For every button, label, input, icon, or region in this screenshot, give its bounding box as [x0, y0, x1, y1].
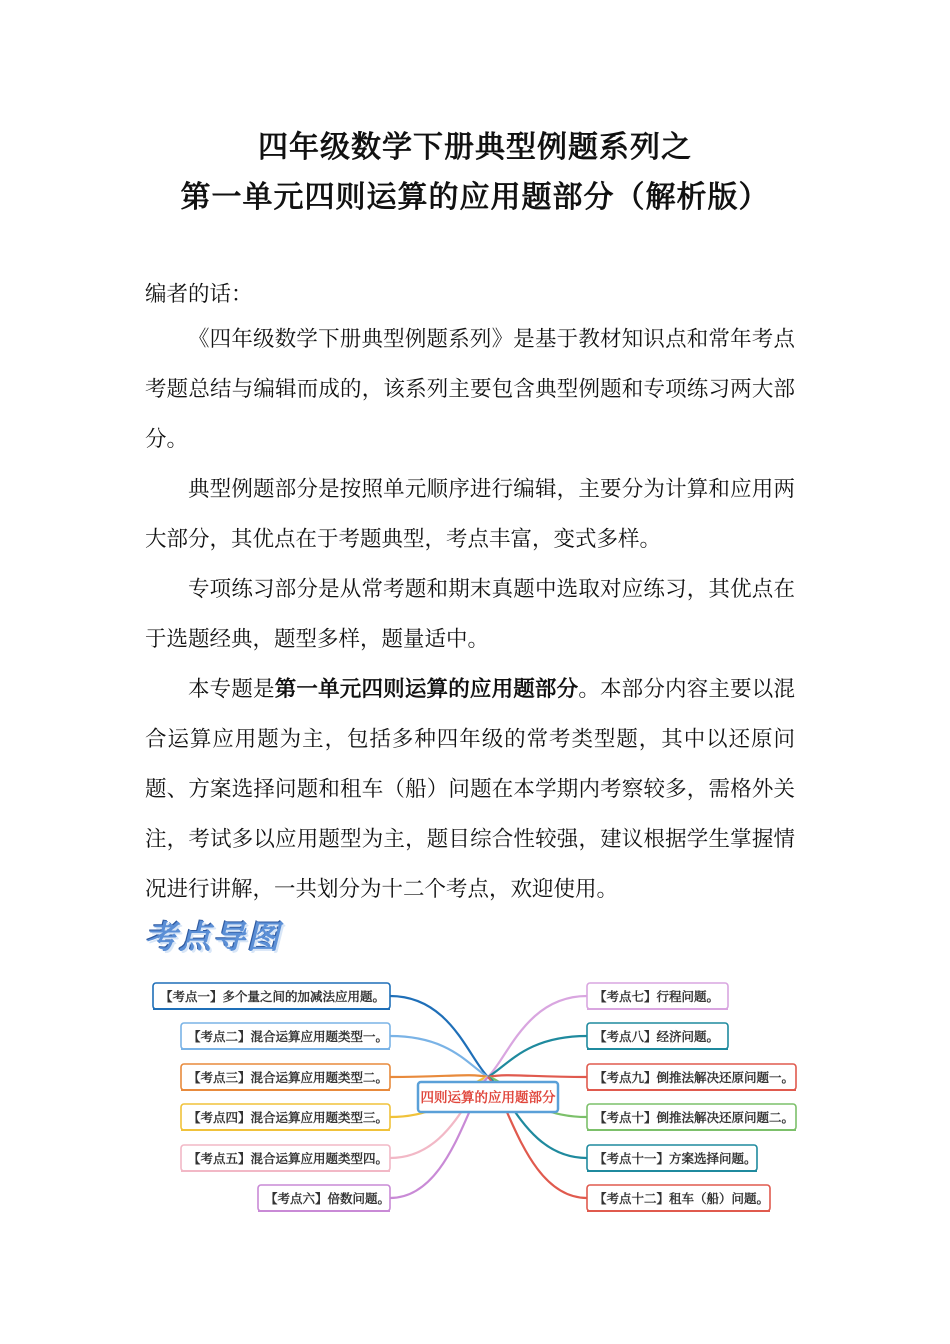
title-line-2: 第一单元四则运算的应用题部分（解析版）	[180, 180, 770, 215]
mindmap-connector-left	[390, 1075, 488, 1077]
paragraph-series-intro: 《四年级数学下册典型例题系列》是基于教材知识点和常年考点考题总结与编辑而成的，该系列主要包含典型例题和专项练习两大部分。	[145, 327, 795, 452]
topic-prefix: 本专题是	[188, 677, 275, 702]
mindmap-heading: 考点导图	[145, 918, 282, 956]
mindmap-node-label: 【考点三】混合运算应用题类型二。	[188, 1070, 389, 1085]
mindmap-node-label: 【考点一】多个量之间的加减法应用题。	[160, 989, 386, 1004]
mindmap-node-label: 【考点四】混合运算应用题类型三。	[188, 1110, 389, 1125]
mindmap-node-label: 【考点九】倒推法解决还原问题一。	[594, 1070, 795, 1085]
topic-bold: 第一单元四则运算的应用题部分	[274, 677, 579, 702]
mindmap-node-label: 【考点二】混合运算应用题类型一。	[188, 1029, 389, 1044]
mindmap-node-label: 【考点十一】方案选择问题。	[594, 1151, 757, 1166]
topic-suffix: 。本部分内容主要以混合运算应用题为主，包括多种四年级的常考类型题，其中以还原问题、方案选择问题和租车（船）问题在本学期内考察较多，需格外关注，考试多以应用题型为主，题目综合性较强，建议根据学生掌握情况进行讲解，一共划分为十二个考点，欢迎使用。	[145, 677, 795, 902]
mindmap-node-label: 【考点五】混合运算应用题类型四。	[188, 1151, 389, 1166]
mindmap-connector-right	[488, 1075, 587, 1077]
paragraph-examples: 典型例题部分是按照单元顺序进行编辑，主要分为计算和应用两大部分，其优点在于考题典型，考点丰富，变式多样。	[145, 477, 795, 552]
mindmap-node-label: 【考点十】倒推法解决还原问题二。	[594, 1110, 795, 1125]
mindmap-node-label: 【考点八】经济问题。	[594, 1029, 720, 1044]
mindmap-node-label: 【考点六】倍数问题。	[265, 1191, 391, 1206]
mindmap-node-label: 【考点七】行程问题。	[594, 989, 720, 1004]
paragraph-practice: 专项练习部分是从常考题和期末真题中选取对应练习，其优点在于选题经典，题型多样，题量适中。	[145, 577, 795, 652]
mindmap-center-label: 四则运算的应用题部分	[420, 1090, 556, 1106]
editor-note-label: 编者的话：	[145, 282, 253, 307]
mindmap-node-label: 【考点十二】租车（船）问题。	[594, 1191, 770, 1206]
title-line-1: 四年级数学下册典型例题系列之	[258, 130, 692, 165]
